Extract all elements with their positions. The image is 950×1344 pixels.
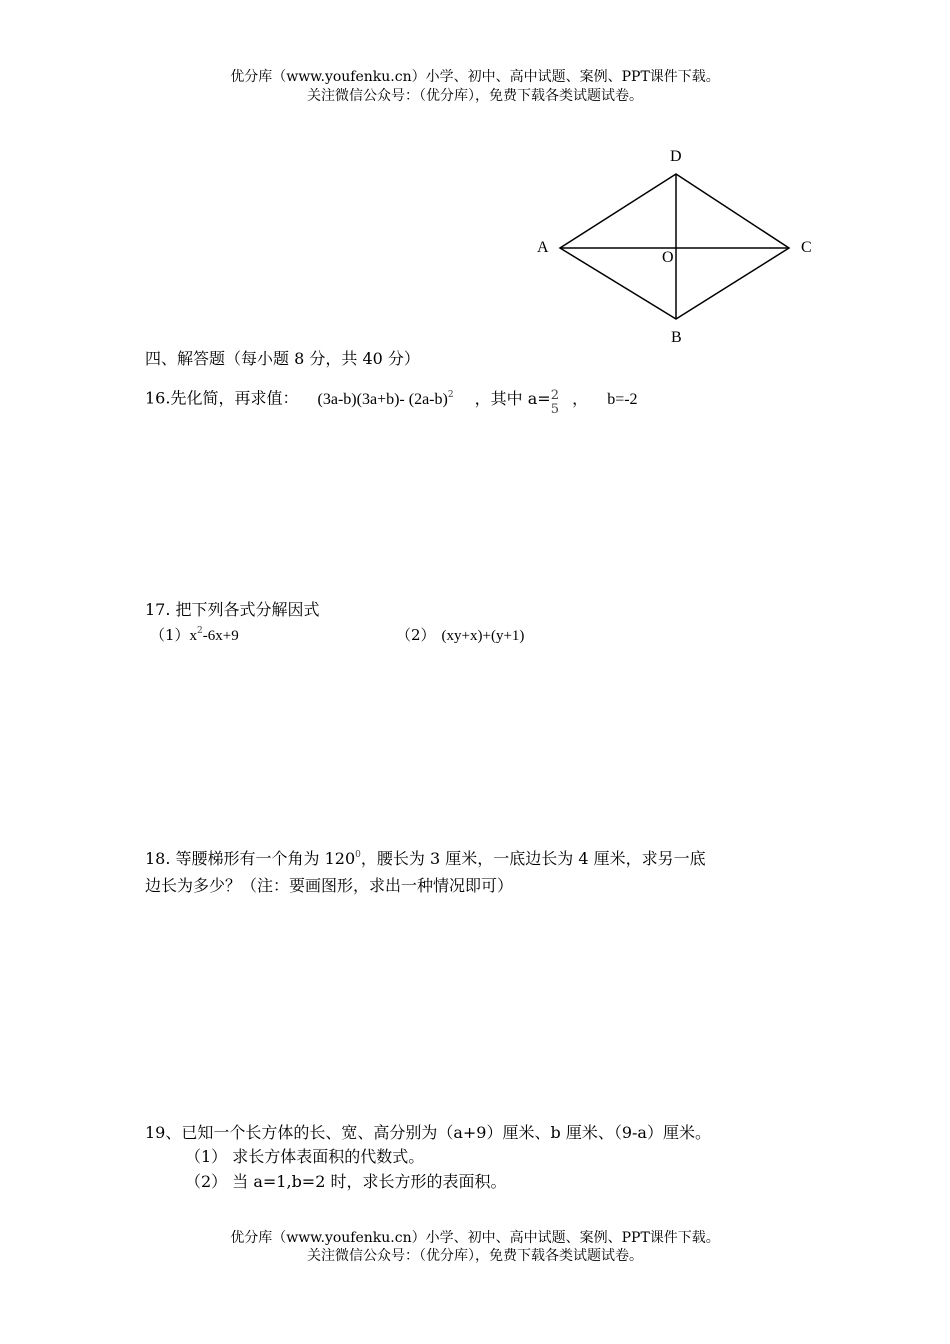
q18-degree: 0 [355, 850, 361, 860]
q17-p1-rest: -6x+9 [202, 628, 239, 644]
q16-expression: (3a-b)(3a+b)- (2a-b) [317, 390, 448, 408]
label-b: B [671, 329, 682, 346]
question-17-title: 17. 把下列各式分解因式 [145, 600, 320, 619]
q17-p2-label: （2） [396, 626, 436, 644]
q16-b-value: b=-2 [607, 390, 638, 408]
q16-separator: ， [572, 388, 589, 408]
label-c: C [801, 239, 812, 256]
label-o: O [662, 249, 674, 266]
footer-line-2: 关注微信公众号：（优分库），免费下载各类试题试卷。 [307, 1248, 643, 1264]
question-19-sub-1: （1） 求长方体表面积的代数式。 [185, 1147, 425, 1166]
q16-numerator: 2 [550, 388, 559, 403]
section-title: 四、解答题（每小题 8 分，共 40 分） [145, 349, 420, 368]
q17-p2-expression: (xy+x)+(y+1) [441, 628, 525, 644]
question-18-line-1 [145, 849, 706, 872]
q16-prefix: 16.先化简，再求值： [145, 388, 299, 408]
rhombus-outline [560, 174, 789, 319]
q16-fraction [551, 389, 559, 417]
q17-p1-label: （1） [150, 626, 190, 644]
rhombus-figure [0, 0, 950, 360]
question-19-sub-2: （2） 当 a=1,b=2 时，求长方形的表面积。 [185, 1172, 507, 1191]
header-line-1: 优分库（www.youfenku.cn）小学、初中、高中试题、案例、PPT课件下载。 [230, 69, 720, 85]
q17-p1-base: x [189, 628, 198, 644]
q18-text-a: 18. 等腰梯形有一个角为 120 [145, 849, 356, 868]
footer-line-1: 优分库（www.youfenku.cn）小学、初中、高中试题、案例、PPT课件下载。 [230, 1230, 720, 1246]
question-19-line-1: 19、已知一个长方体的长、宽、高分别为（a+9）厘米、b 厘米、（9-a）厘米。 [145, 1123, 711, 1142]
question-17-part-2 [396, 625, 524, 646]
question-16 [145, 385, 638, 417]
label-d: D [670, 148, 682, 165]
label-a: A [537, 239, 549, 256]
q16-denominator: 5 [550, 402, 559, 417]
header-line-2: 关注微信公众号：（优分库），免费下载各类试题试卷。 [307, 88, 643, 104]
question-18-line-2: 边长为多少？（注：要画图形，求出一种情况即可） [145, 876, 514, 895]
q16-exponent: 2 [447, 389, 454, 400]
question-17-part-1 [150, 625, 239, 648]
q16-where: ，其中 a= [474, 388, 551, 408]
q17-p1-exponent: 2 [197, 626, 203, 636]
q18-text-b: ，腰长为 3 厘米，一底边长为 4 厘米，求另一底 [360, 849, 706, 868]
